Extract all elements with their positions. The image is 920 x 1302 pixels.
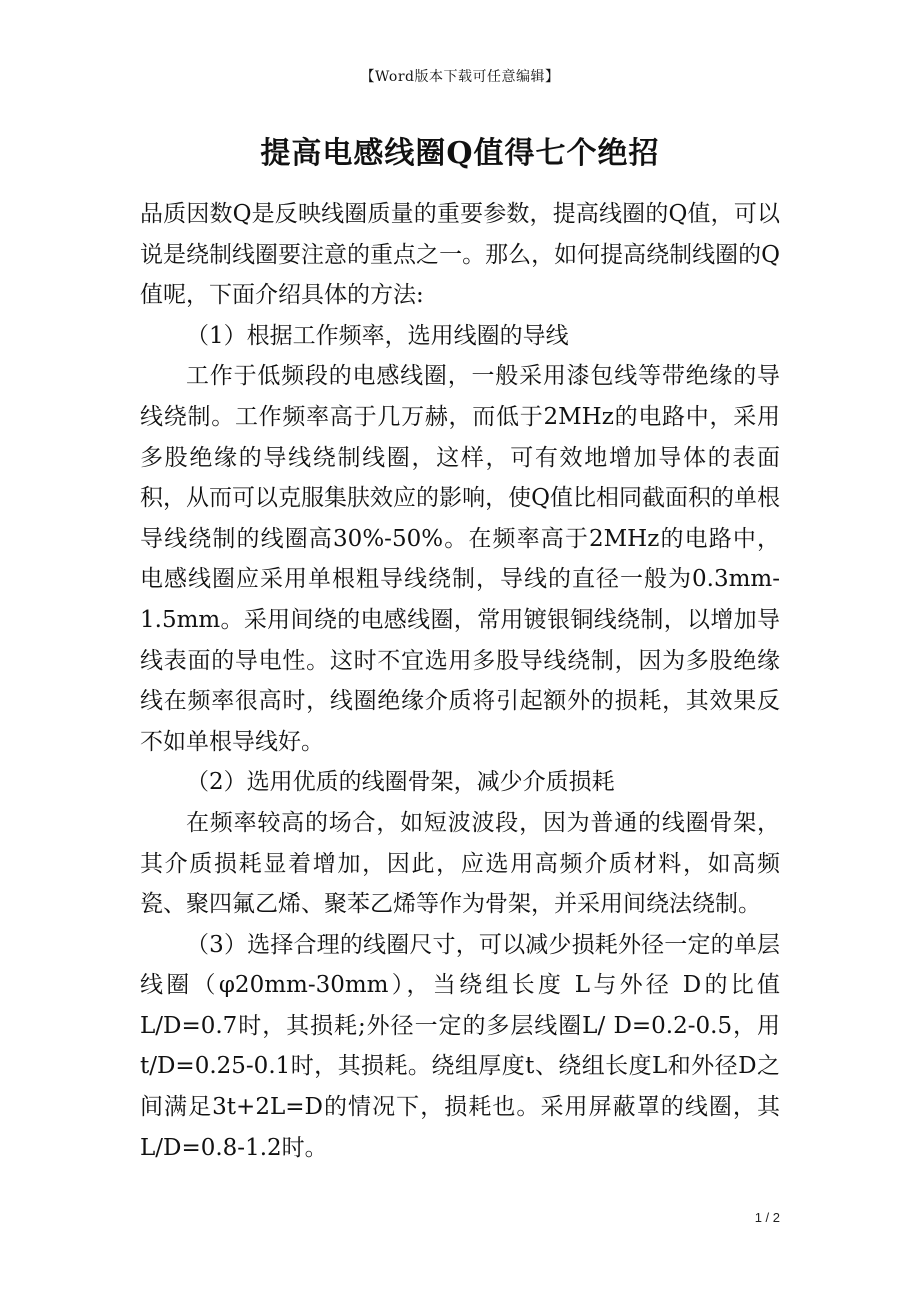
- section-heading-1: （1）根据工作频率，选用线圈的导线: [186, 322, 569, 349]
- paragraph-intro: 品质因数Q是反映线圈质量的重要参数，提高线圈的Q值，可以说是绕制线圈要注意的重点之一。那么，如何提高绕制线圈的Q值呢，下面介绍具体的方法:: [140, 201, 780, 309]
- document-body: [140, 194, 780, 1168]
- paragraph-coil-former: 在频率较高的场合，如短波波段，因为普通的线圈骨架，其介质损耗显着增加，因此，应选用高频介质材料，如高频瓷、聚四氟乙烯、聚苯乙烯等作为骨架，并采用间绕法绕制。: [140, 809, 780, 918]
- document-title: 提高电感线圈Q值得七个绝招: [260, 136, 660, 171]
- header-note: 【Word版本下载可任意编辑】: [360, 69, 560, 85]
- section-heading-2: （2）选用优质的线圈骨架，减少介质损耗: [186, 769, 615, 796]
- page-number: 1 / 2: [754, 1210, 780, 1225]
- paragraph-wire-selection: 工作于低频段的电感线圈，一般采用漆包线等带绝缘的导线绕制。工作频率高于几万赫，而低于2MHz的电路中，采用多股绝缘的导线绕制线圈，这样，可有效地增加导体的表面积，从而可以克服集肤效应的影响，使Q值比相同截面积的单根导线绕制的线圈高30%-50%。在频率高于2MHz的电路中，电感线圈应采用单根粗导线绕制，导线的直径一般为0.3mm-1.5mm。采用间绕的电感线圈，常用镀银铜线绕制，以增加导线表面的导电性。这时不宜选用多股导线绕制，因为多股绝缘线在频率很高时，线圈绝缘介质将引起额外的损耗，其效果反不如单根导线好。: [140, 363, 780, 755]
- paragraph-coil-size: （3）选择合理的线圈尺寸，可以减少损耗外径一定的单层线圈（φ20mm-30mm），当绕组长度 L与外径 D的比值L/D=0.7时，其损耗;外径一定的多层线圈L/ D=0.2-0.5，用t/D=0.25-0.1时，其损耗。绕组厚度t、绕组长度L和外径D之间满足3t+2L=D的情况下，损耗也。采用屏蔽罩的线圈，其L/D=0.8-1.2时。: [140, 931, 780, 1161]
